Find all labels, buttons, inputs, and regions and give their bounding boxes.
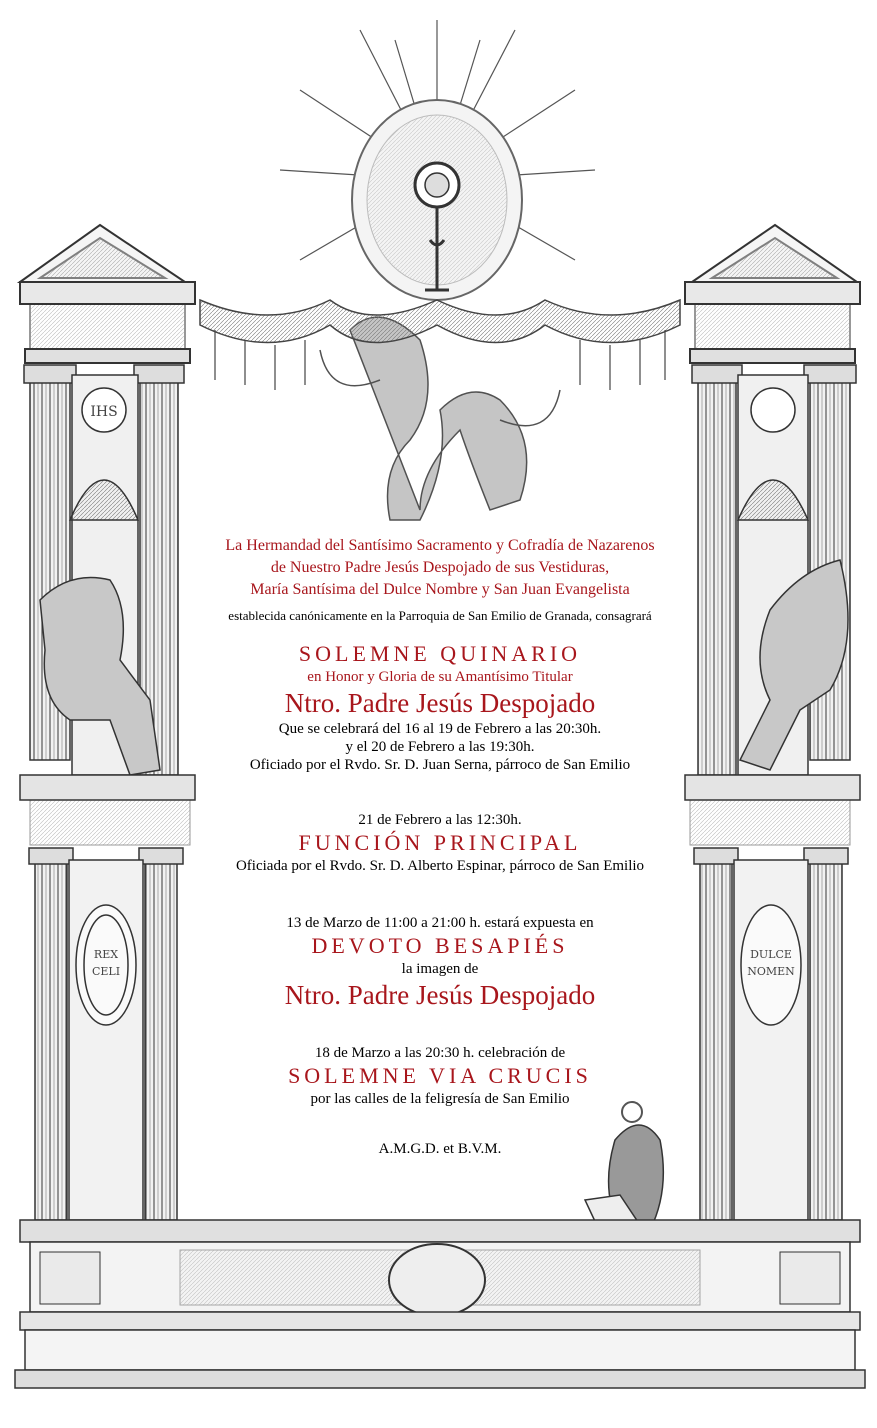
viacrucis-title: SOLEMNE VIA CRUCIS — [288, 1063, 592, 1088]
quinario-section — [150, 640, 730, 774]
svg-text:NOMEN: NOMEN — [747, 965, 795, 978]
angels-illustration — [320, 317, 560, 520]
funcion-date: 21 de Febrero a las 12:30h. — [358, 812, 522, 828]
quinario-honor: en Honor y Gloria de su Amantísimo Titular — [307, 669, 573, 685]
viacrucis-date: 18 de Marzo a las 20:30 h. celebración de — [314, 1045, 566, 1061]
intro-line-4: establecida canónicamente en la Parroquia de San Emilio de Granada, consagrará — [228, 608, 652, 623]
base-cartouche — [389, 1244, 485, 1316]
svg-text:REX: REX — [93, 948, 119, 961]
viacrucis-route: por las calles de la feligresía de San Emilio — [310, 1091, 570, 1107]
besapies-name: Ntro. Padre Jesús Despojado — [284, 980, 596, 1010]
besapies-title: DEVOTO BESAPIÉS — [311, 933, 569, 958]
intro-block — [150, 535, 730, 601]
right-pediment — [685, 225, 860, 363]
intro-line-2: de Nuestro Padre Jesús Despojado de sus Vestiduras, — [270, 559, 610, 576]
quinario-title: SOLEMNE QUINARIO — [298, 641, 582, 666]
intro-consecration — [150, 607, 730, 625]
viacrucis-section — [150, 1044, 730, 1108]
besapies-section — [150, 914, 730, 1012]
quinario-name: Ntro. Padre Jesús Despojado — [284, 688, 596, 718]
svg-text:DULCE: DULCE — [750, 948, 792, 961]
left-pediment — [20, 225, 195, 363]
besapies-subtitle: la imagen de — [401, 961, 479, 977]
quinario-dates-2: y el 20 de Febrero a las 19:30h. — [345, 739, 535, 755]
svg-text:IHS: IHS — [90, 404, 118, 420]
svg-text:CELI: CELI — [91, 965, 121, 978]
intro-line-1: La Hermandad del Santísimo Sacramento y Cofradía de Nazarenos — [225, 537, 655, 554]
besapies-date: 13 de Marzo de 11:00 a 21:00 h. estará expuesta en — [286, 915, 594, 931]
intro-line-3: María Santísima del Dulce Nombre y San Juan Evangelista — [250, 581, 630, 598]
funcion-section — [150, 811, 730, 875]
quinario-officiant: Oficiado por el Rvdo. Sr. D. Juan Serna, párroco de San Emilio — [249, 757, 631, 773]
quinario-dates-1: Que se celebrará del 16 al 19 de Febrero a las 20:30h. — [278, 721, 602, 737]
closing-text: A.M.G.D. et B.V.M. — [378, 1141, 502, 1157]
funcion-title: FUNCIÓN PRINCIPAL — [298, 830, 582, 855]
closing — [150, 1140, 730, 1158]
drapery-swag — [200, 300, 680, 343]
monstrance-icon — [280, 20, 595, 300]
funcion-officiant: Oficiada por el Rvdo. Sr. D. Alberto Espinar, párroco de San Emilio — [235, 858, 645, 874]
